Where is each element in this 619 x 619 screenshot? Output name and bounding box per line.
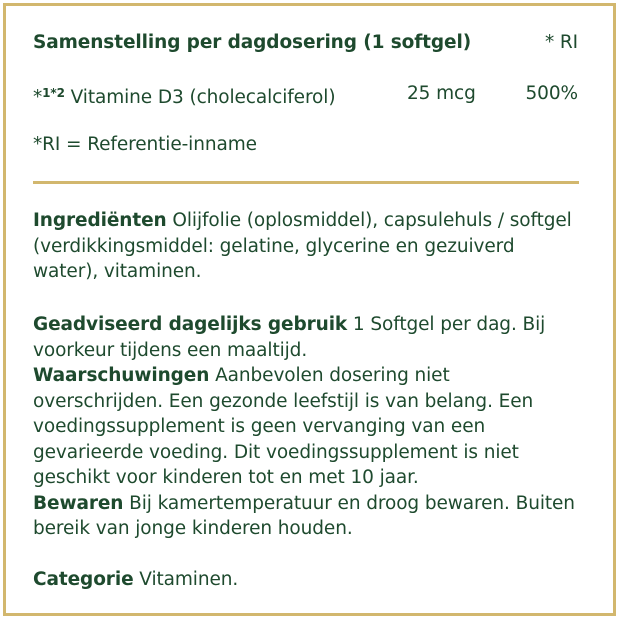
composition-heading: Samenstelling per dagdosering (1 softgel)	[33, 32, 472, 53]
nutrient-name: Vitamine D3 (cholecalciferol)	[70, 87, 336, 108]
nutrient-prefix: *	[33, 87, 43, 108]
ingredients-label: Ingrediënten	[33, 210, 167, 231]
nutrient-ri-percentage: 500%	[525, 83, 578, 104]
usage-text: 1 Softgel per dag. Bij voorkeur tijdens een maaltijd.	[33, 314, 546, 361]
storage-label: Bewaren	[33, 492, 124, 514]
section-divider	[33, 181, 579, 184]
nutrient-amount: 25 mcg	[407, 83, 476, 104]
warnings-text: Aanbevolen dosering niet overschrijden. Een gezonde leefstijl is van belang. Een voedingssupplement is geen vervanging van een gevarieerde voeding. Dit voedingssupplement is niet geschikt voor kinderen tot en met 10 jaar.	[33, 365, 534, 488]
usage-label: Geadviseerd dagelijks gebruik	[33, 314, 348, 335]
category-text: Vitaminen.	[133, 569, 239, 590]
ri-column-header: * RI	[544, 32, 578, 53]
storage-text: Bij kamertemperatuur en droog bewaren. Buiten bereik van jonge kinderen houden.	[33, 492, 575, 539]
ingredients-paragraph	[33, 208, 583, 285]
nutrient-footnote-marker: 1*2	[42, 86, 65, 100]
ri-note-row	[33, 132, 578, 158]
ingredients-text: Olijfolie (oplosmiddel), capsulehuls / softgel (verdikkingsmiddel: gelatine, glycerine en gezuiverd water), vitaminen.	[33, 210, 572, 282]
ri-footnote: *RI = Referentie-inname	[33, 134, 257, 155]
warnings-label: Waarschuwingen	[33, 365, 210, 386]
usage-warnings-storage-paragraph	[33, 312, 583, 542]
category-label: Categorie	[33, 569, 134, 590]
nutrient-row	[33, 81, 578, 107]
category-paragraph	[33, 567, 583, 593]
composition-header-row	[33, 30, 578, 56]
